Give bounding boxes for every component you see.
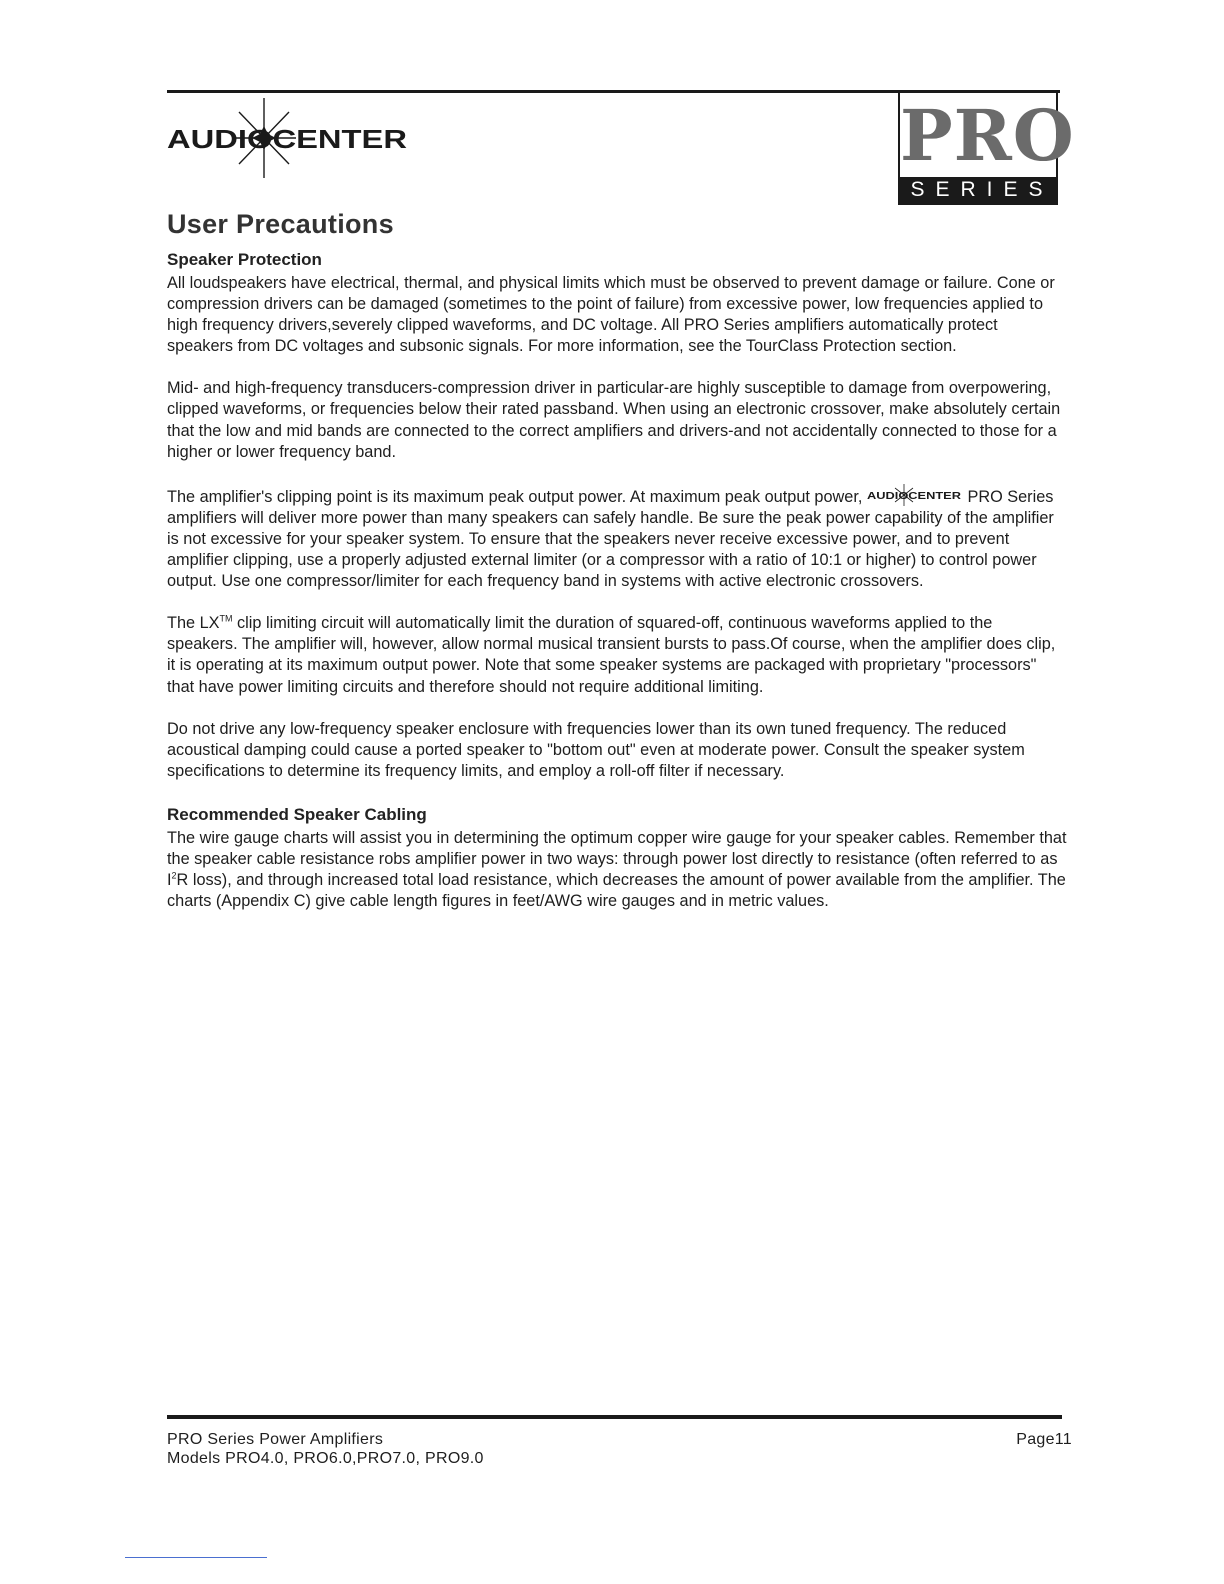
footer-rule <box>167 1415 1062 1419</box>
footer-line-models: Models PRO4.0, PRO6.0,PRO7.0, PRO9.0 <box>167 1450 484 1467</box>
clipping-text-rest: PRO Series amplifiers will deliver more power than many speakers can safely handle. Be sure the peak power capability of the amplifier is not excessive for your speaker system. To ensure that the speakers never receive excessive power, and to prevent amplifier clipping, use a properly adjusted external limiter (or a compressor with a ratio of 10:1 or higher) to control power output. Use one compressor/limiter for each frequency band in systems with active electronic crossovers. <box>167 487 1054 591</box>
footer-product-info <box>167 1430 484 1468</box>
logo-wordmark: AUDIOCENTER <box>167 124 408 154</box>
inline-audiocenter-logo <box>867 484 963 506</box>
footer-line-series: PRO Series Power Amplifiers <box>167 1431 384 1448</box>
page-number: Page11 <box>1016 1431 1072 1448</box>
section-heading-cabling: Recommended Speaker Cabling <box>167 804 427 824</box>
paragraph-limits: All loudspeakers have electrical, thermal, and physical limits which must be observed to prevent damage or failure. Cone or compression drivers can be damaged (sometimes to the point of failure) from excessive power, low frequencies applied to high frequency drivers,severely clipped waveforms, and DC voltage. All PRO Series amplifiers automatically protect speakers from DC voltages and subsonic signals. For more information, see the TourClass Protection section. <box>167 274 1055 356</box>
paragraph-low-frequency: Do not drive any low-frequency speaker enclosure with frequencies lower than its own tuned frequency. The reduced acoustical damping could cause a ported speaker to "bottom out" even at moderate power. Consult the speaker system specifications to determine its frequency limits, and employ a roll-off filter if necessary. <box>167 719 1025 780</box>
paragraph-lx-limiting <box>167 613 1067 697</box>
inline-logo-wordmark: AUDIOCENTER <box>866 490 962 502</box>
badge-pro-text: PRO <box>900 94 1075 177</box>
trademark-superscript: TM <box>219 613 233 624</box>
lx-text: The LX <box>167 614 220 633</box>
paragraph-transducers: Mid- and high-frequency transducers-compression driver in particular-are highly susceptible to damage from overpowering, clipped waveforms, or frequencies below their rated passband. When using an electronic crossover, make absolutely certain that the low and mid bands are connected to the correct amplifiers and drivers-and not accidentally connected to those for a higher or lower frequency band. <box>167 379 1061 461</box>
page-title: User Precautions <box>167 209 394 239</box>
cabling-text-start: The wire gauge charts will assist you in determining the optimum copper wire gauge for your speaker cables. Remember that the speaker cable resistance robs amplifier power in two ways: through power lost directly to resistance (often referred to as I <box>167 828 1067 890</box>
lx-text-rest: clip limiting circuit will automatically limit the duration of squared-off, continuous waveforms applied to the speakers. The amplifier will, however, allow normal musical transient bursts to pass.Of course, when the amplifier does clip, it is operating at its maximum output power. Note that some speaker systems are packaged with proprietary "processors" that have power limiting circuits and therefore should not require additional limiting. <box>167 614 1056 696</box>
badge-series-text: SERIES <box>900 177 1056 203</box>
cabling-text-rest: R loss), and through increased total load resistance, which decreases the amount of power available from the amplifier. The charts (Appendix C) give cable length figures in feet/AWG wire gauges and in metric values. <box>167 871 1066 911</box>
section-heading-speaker-protection: Speaker Protection <box>167 250 322 269</box>
audiocenter-logo <box>167 98 417 180</box>
page-content <box>167 204 1067 912</box>
paragraph-clipping <box>167 484 1067 592</box>
pro-series-badge <box>898 91 1075 205</box>
paragraph-cabling <box>167 828 1067 912</box>
clipping-text-start: The amplifier's clipping point is its maximum peak output power. At maximum peak output power, <box>167 487 863 506</box>
bottom-link-underline <box>125 1557 267 1558</box>
squared-superscript: 2 <box>171 870 177 881</box>
